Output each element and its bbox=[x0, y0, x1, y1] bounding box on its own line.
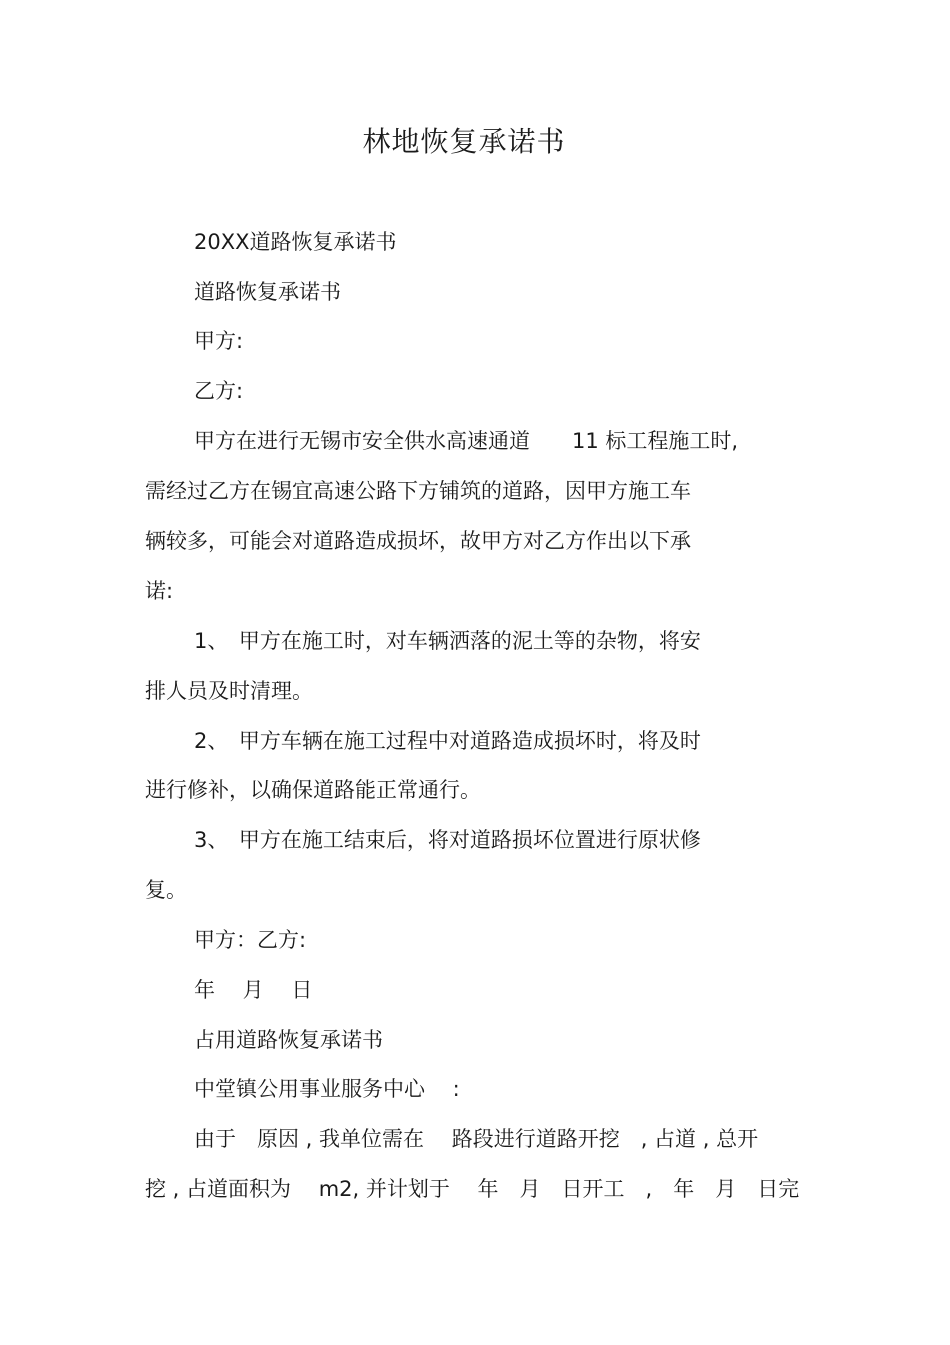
line-subheading: 道路恢复承诺书 bbox=[194, 280, 341, 304]
document-title: 林地恢复承诺书 bbox=[362, 125, 566, 158]
paragraph-intro-line-2: 需经过乙方在锡宜高速公路下方铺筑的道路，因甲方施工车 bbox=[145, 479, 691, 503]
item-3-line-1: 3、 甲方在施工结束后，将对道路损坏位置进行原状修 bbox=[194, 828, 701, 852]
line-road-restoration-heading: 20XX道路恢复承诺书 bbox=[194, 230, 397, 254]
item-2-line-2: 进行修补，以确保道路能正常通行。 bbox=[145, 778, 481, 802]
paragraph-intro-line-1: 甲方在进行无锡市安全供水高速通道 11 标工程施工时, bbox=[194, 429, 739, 453]
paragraph-intro-line-4: 诺: bbox=[145, 579, 174, 603]
paragraph-occupy-line-2: 挖 , 占道面积为 m2, 并计划于 年 月 日开工 , 年 月 日完 bbox=[145, 1177, 800, 1201]
item-3-line-2: 复。 bbox=[145, 878, 187, 902]
item-2-line-1: 2、 甲方车辆在施工过程中对道路造成损坏时，将及时 bbox=[194, 729, 701, 753]
item-1-line-1: 1、 甲方在施工时，对车辆洒落的泥土等的杂物，将安 bbox=[194, 629, 701, 653]
line-occupy-road-heading: 占用道路恢复承诺书 bbox=[194, 1028, 383, 1052]
line-addressee: 中堂镇公用事业服务中心 : bbox=[194, 1077, 460, 1101]
line-party-a: 甲方: bbox=[194, 329, 244, 353]
paragraph-intro-line-3: 辆较多，可能会对道路造成损坏，故甲方对乙方作出以下承 bbox=[145, 529, 691, 553]
item-1-line-2: 排人员及时清理。 bbox=[145, 679, 313, 703]
paragraph-occupy-line-1: 由于 原因 , 我单位需在 路段进行道路开挖 , 占道 , 总开 bbox=[194, 1127, 759, 1151]
signature-date: 年 月 日 bbox=[194, 978, 313, 1002]
signature-parties: 甲方：乙方: bbox=[194, 928, 307, 952]
line-party-b: 乙方: bbox=[194, 379, 244, 403]
